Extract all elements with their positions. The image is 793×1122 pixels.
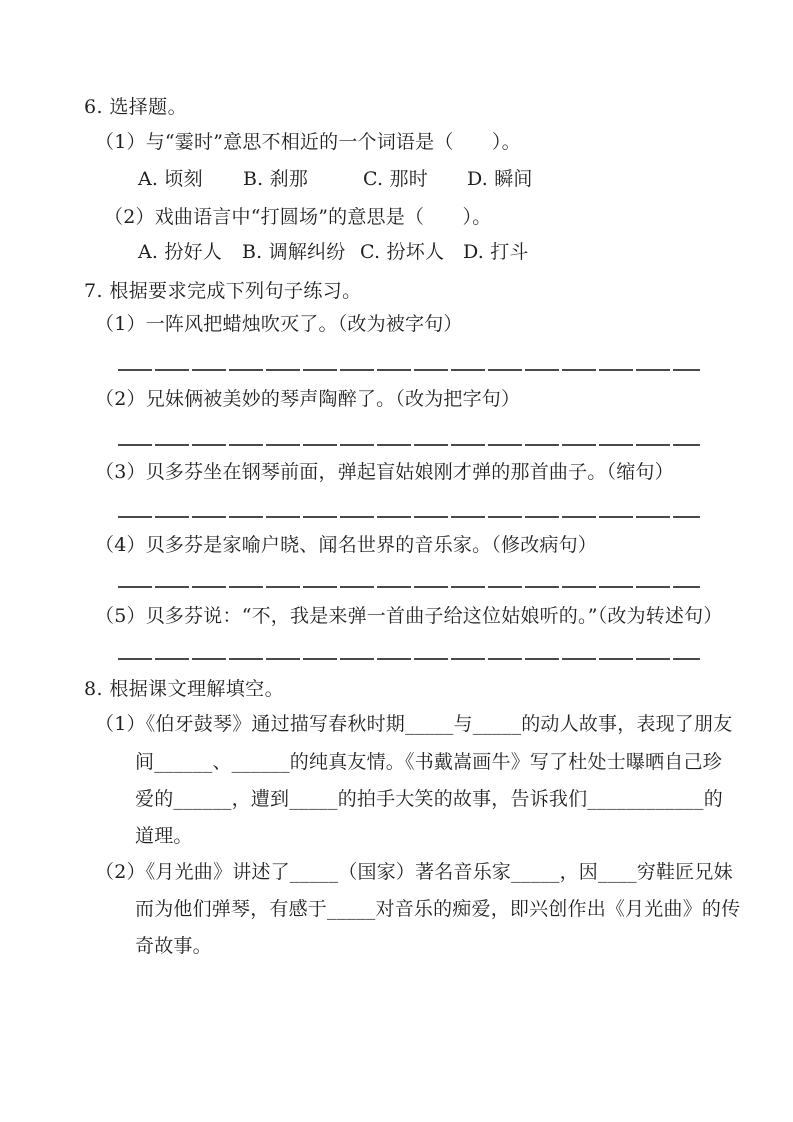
option-d: D. 打斗 — [463, 241, 529, 263]
q7-item-5-text: （5）贝多芬说：“不，我是来弹一首曲子给这位姑娘听的。”（改为转述句） — [95, 605, 723, 627]
q6-item-2-options — [138, 242, 529, 264]
question-6-heading: 6. 选择题。 — [84, 96, 187, 118]
q8-item-1-line-2: 间______、______的纯真友情。《书戴嵩画牛》写了杜处士曝晒自己珍 — [135, 751, 722, 773]
option-a: A. 扮好人 — [138, 241, 223, 263]
q7-item-1-text: （1）一阵风把蜡烛吹灭了。（改为被字句） — [95, 313, 463, 335]
q8-item-1-line-4: 道理。 — [135, 825, 193, 847]
answer-blank-line — [118, 369, 700, 371]
question-8-heading: 8. 根据课文理解填空。 — [84, 678, 284, 700]
answer-blank-line — [118, 586, 700, 588]
answer-blank-line — [118, 516, 700, 518]
option-a: A. 顷刻 — [138, 168, 203, 190]
q8-item-2-line-3: 奇故事。 — [135, 935, 212, 957]
option-b: B. 刹那 — [243, 168, 309, 190]
q7-item-4-text: （4）贝多芬是家喻户晓、闻名世界的音乐家。（修改病句） — [95, 534, 597, 556]
q6-item-1-text: （1）与“霎时”意思不相近的一个词语是（ ）。 — [95, 131, 521, 153]
option-b: B. 调解纠纷 — [242, 241, 346, 263]
option-c: C. 那时 — [363, 168, 428, 190]
q7-item-3-text: （3）贝多芬坐在钢琴前面，弹起盲姑娘刚才弹的那首曲子。（缩句） — [95, 461, 674, 483]
answer-blank-line — [118, 444, 700, 446]
q8-item-1-line-3: 爱的______，遭到_____的拍手大笑的故事，告诉我们____________的 — [135, 788, 723, 810]
q6-item-1-options — [138, 169, 533, 191]
q7-item-2-text: （2）兄妹俩被美妙的琴声陶醉了。（改为把字句） — [95, 388, 521, 410]
question-7-heading: 7. 根据要求完成下列句子练习。 — [84, 280, 362, 302]
answer-blank-line — [118, 658, 700, 660]
option-c: C. 扮坏人 — [360, 241, 445, 263]
q6-item-2-text: （2）戏曲语言中“打圆场”的意思是（ ）。 — [104, 206, 492, 228]
q8-item-1-line-1: （1）《伯牙鼓琴》通过描写春秋时期_____与_____的动人故事，表现了朋友 — [95, 713, 733, 735]
q8-item-2-line-1: （2）《月光曲》讲述了_____（国家）著名音乐家_____，因____穷鞋匠兄妹 — [95, 861, 733, 883]
option-d: D. 瞬间 — [467, 168, 533, 190]
q8-item-2-line-2: 而为他们弹琴，有感于_____对音乐的痴爱，即兴创作出《月光曲》的传 — [135, 898, 741, 920]
